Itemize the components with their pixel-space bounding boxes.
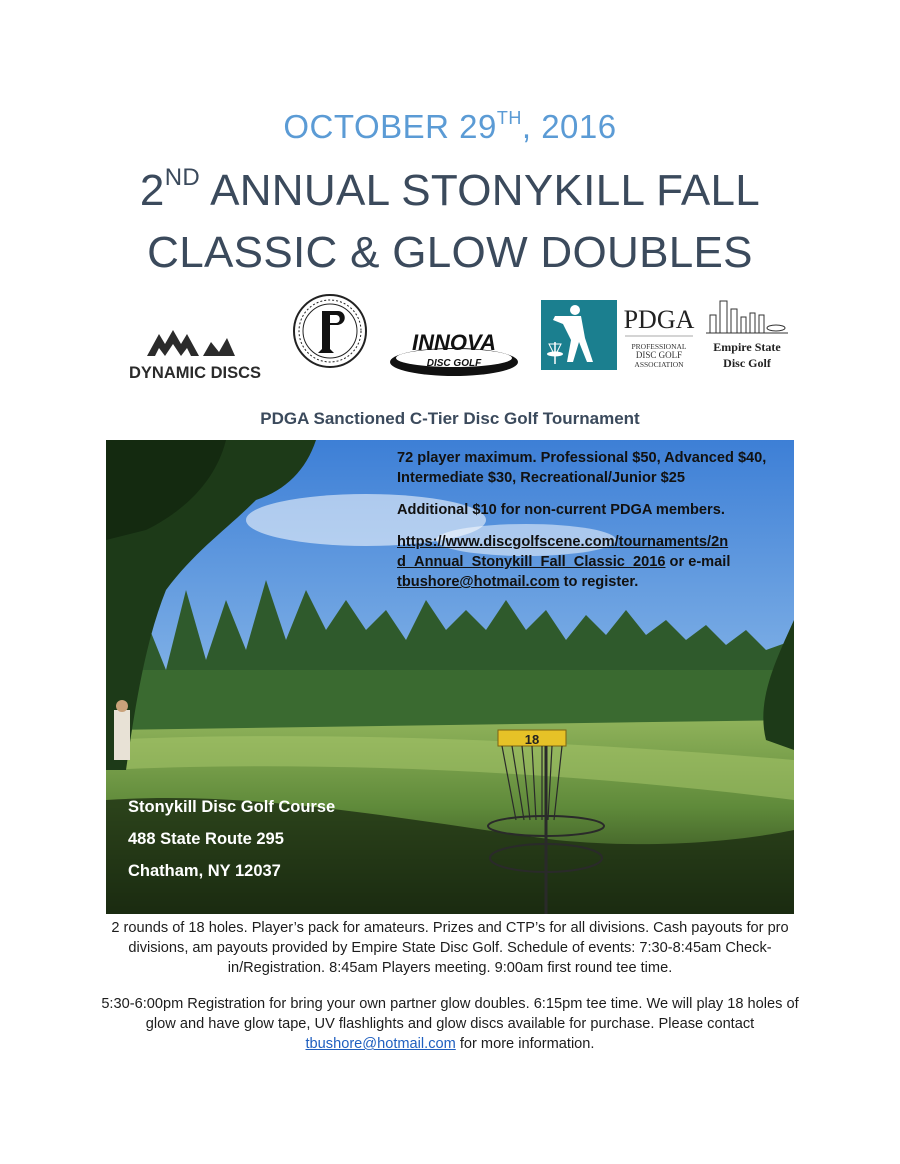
glow-doubles-paragraph <box>100 994 800 1054</box>
event-date <box>0 108 900 146</box>
date-superscript: TH <box>496 108 522 128</box>
pdga-logo <box>541 300 699 372</box>
registration-url-line2[interactable]: d_Annual_Stonykill_Fall_Classic_2016 <box>397 554 666 570</box>
venue-name: Stonykill Disc Golf Course <box>128 798 336 816</box>
pdga-subtext3: ASSOCIATION <box>634 360 684 369</box>
registration-url-line1[interactable]: https://www.discgolfscene.com/tournaments/2n <box>397 534 729 550</box>
contact-email-link[interactable]: tbushore@hotmail.com <box>305 1036 456 1052</box>
dynamic-discs-wordmark: DYNAMIC DISCS <box>128 364 262 382</box>
basket-number: 18 <box>524 732 540 747</box>
innova-wordmark: INNOVA <box>412 330 496 355</box>
seal-logo <box>292 293 368 369</box>
to-register-text: to register. <box>559 574 639 590</box>
date-text: OCTOBER 29 <box>283 108 497 145</box>
title-superscript: ND <box>164 164 200 191</box>
tournament-subtitle: PDGA Sanctioned C-Tier Disc Golf Tournament <box>260 409 640 428</box>
event-title-line2: CLASSIC & GLOW DOUBLES <box>147 228 753 277</box>
title-text-line1: ANNUAL STONYKILL FALL <box>199 166 761 215</box>
empire-state-disc-golf-logo <box>704 295 790 373</box>
empire-text-line2: Disc Golf <box>723 356 771 370</box>
register-text <box>397 532 777 592</box>
pdga-wordmark: PDGA <box>623 305 695 334</box>
registration-info <box>397 448 777 604</box>
innova-subtext: DISC GOLF <box>426 358 482 369</box>
non-member-fee-text: Additional $10 for non-current PDGA members. <box>397 502 725 518</box>
or-email-text: or e-mail <box>665 554 731 570</box>
empire-text-line1: Empire State <box>713 340 781 354</box>
venue-address: 488 State Route 295 <box>128 830 284 848</box>
event-title-line1 <box>0 166 900 213</box>
pdga-subtext1: PROFESSIONAL <box>631 342 687 351</box>
registration-email-link[interactable]: tbushore@hotmail.com <box>397 574 560 590</box>
pdga-subtext2: DISC GOLF <box>635 350 683 360</box>
innova-logo <box>388 328 524 380</box>
venue-city: Chatham, NY 12037 <box>128 862 281 880</box>
glow-doubles-text-end: for more information. <box>455 1036 595 1052</box>
dynamic-discs-logo <box>107 328 283 384</box>
event-details-paragraph: 2 rounds of 18 holes. Player’s pack for amateurs. Prizes and CTP’s for all divisions. Cash payouts for pro divisions, am payouts provided by Empire State Disc Golf. Schedule of events: 7:30-8:45am Check-in/Registration. 8:45am Players meeting. 9:00am first round tee time. <box>111 920 789 976</box>
title-number: 2 <box>139 166 165 215</box>
fees-text: 72 player maximum. Professional $50, Advanced $40, Intermediate $30, Recreational/Junior $25 <box>397 450 767 486</box>
glow-doubles-text: 5:30-6:00pm Registration for bring your own partner glow doubles. 6:15pm tee time. We will play 18 holes of glow and have glow tape, UV flashlights and glow discs available for purchase. Please contact <box>101 996 799 1032</box>
date-year: , 2016 <box>521 108 617 145</box>
